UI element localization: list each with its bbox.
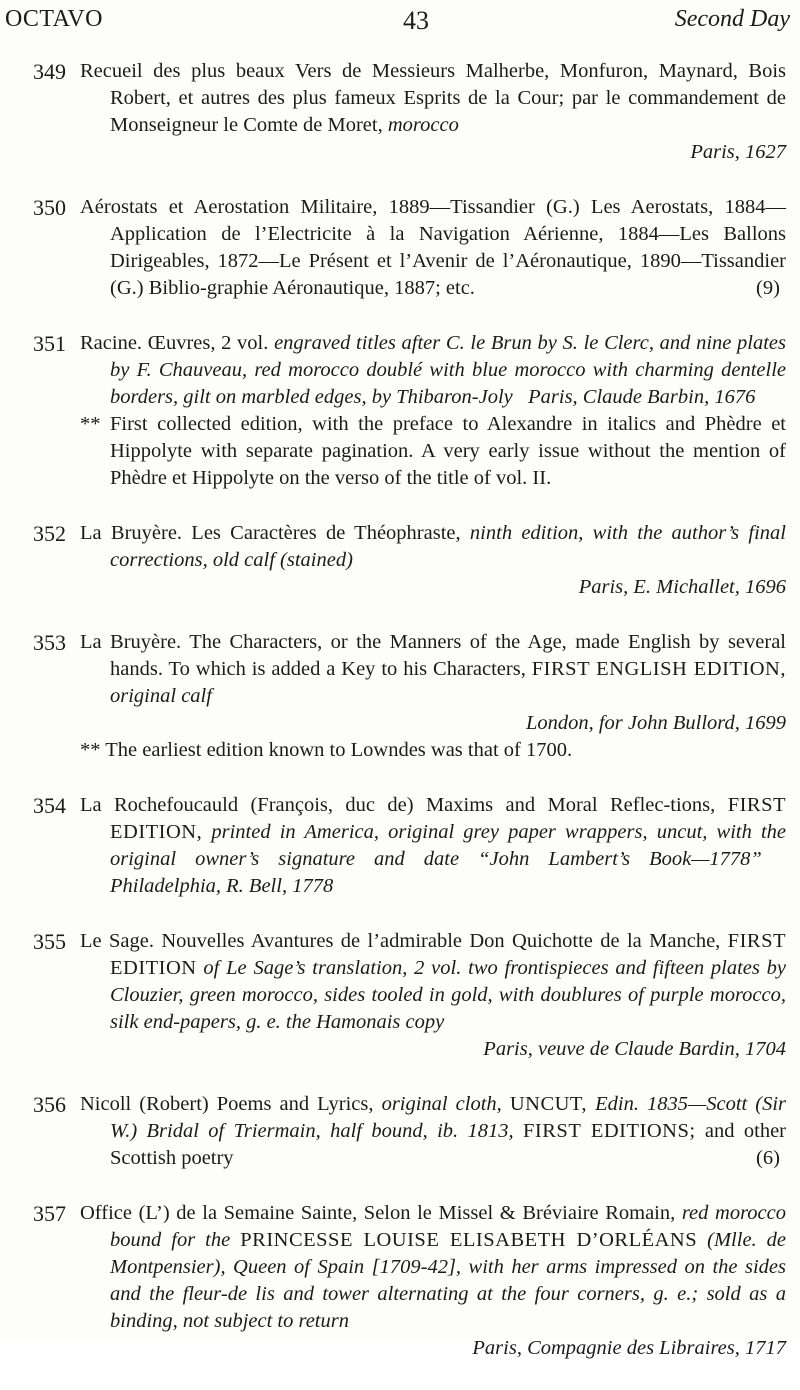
lot-entry — [0, 928, 800, 1063]
lot-description: Aérostats et Aerostation Militaire, 1889—Tissandier (G.) Les Aerostats, 1884—Application de l’Electricite à la Navigation Aérienne, 1884—Les Ballons Dirigeables, 1872—Le Présent et l’Avenir de l’Aéronautique, 1890—Tissandier (G.) Biblio-graphie Aéronautique, 1887; etc. (9) — [80, 196, 786, 299]
sale-day-label: Second Day — [674, 6, 790, 32]
lot-description: Le Sage. Nouvelles Avantures de l’admirable Don Quichotte de la Manche, FIRST EDITION of Le Sage’s translation, 2 vol. two frontispieces and fifteen plates by Clouzier, green morocco, sides tooled in gold, with doublures of purple morocco, silk end-papers, g. e. the Hamonais copy — [80, 930, 787, 1033]
lot-description: La Rochefoucauld (François, duc de) Maxims and Moral Reflec-tions, FIRST EDITION, printed in America, original grey paper wrappers, uncut, with the original owner’s signature and date “John Lambert’s Book—1778” Philadelphia, R. Bell, 1778 — [80, 794, 787, 897]
lot-description: La Bruyère. The Characters, or the Manners of the Age, made English by several hands. To which is added a Key to his Characters, FIRST ENGLISH EDITION, original calf — [80, 631, 786, 707]
imprint: Paris, E. Michallet, 1696 — [578, 576, 786, 598]
lot-number: 351 — [33, 331, 66, 356]
lot-entry — [0, 520, 800, 601]
lot-number: 353 — [33, 630, 66, 655]
lot-note: ** First collected edition, with the preface to Alexandre in italics and Phèdre et Hippolyte with separate pagination. A very early issue without the mention of Phèdre et Hippolyte on the verso of the title of vol. II. — [80, 413, 786, 489]
lot-number: 355 — [33, 929, 66, 954]
lot-number: 349 — [33, 59, 66, 84]
lot-list — [0, 58, 800, 1390]
running-header — [5, 6, 790, 36]
lot-description: Nicoll (Robert) Poems and Lyrics, original cloth, UNCUT, Edin. 1835—Scott (Sir W.) Bridal of Triermain, half bound, ib. 1813, FIRST EDITIONS; and other Scottish poetry (6) — [80, 1093, 787, 1169]
lot-number: 350 — [33, 195, 66, 220]
lot-entry — [0, 194, 800, 302]
imprint: London, for John Bullord, 1699 — [525, 712, 786, 734]
lot-entry — [0, 629, 800, 764]
lot-entry — [0, 792, 800, 900]
imprint: Philadelphia, R. Bell, 1778 — [110, 875, 334, 897]
imprint: Paris, Claude Barbin, 1676 — [528, 386, 756, 408]
lot-description: Recueil des plus beaux Vers de Messieurs Malherbe, Monfuron, Maynard, Bois Robert, et autres des plus fameux Esprits de la Cour; par le commandement de Monseigneur le Comte de Moret, morocco — [80, 60, 786, 136]
lot-description: Racine. Œuvres, 2 vol. engraved titles after C. le Brun by S. le Clerc, and nine plates by F. Chauveau, red morocco doublé with blue morocco with charming dentelle borders, gilt on marbled edges, by Thibaron-Joly Paris, Claude Barbin, 1676 — [80, 332, 786, 408]
lot-entry — [0, 330, 800, 492]
imprint: Paris, 1627 — [690, 141, 786, 163]
lot-entry — [0, 58, 800, 166]
lot-note: ** The earliest edition known to Lowndes was that of 1700. — [80, 739, 573, 761]
lot-number: 356 — [33, 1092, 66, 1117]
lot-number: 354 — [33, 793, 66, 818]
imprint: Paris, veuve de Claude Bardin, 1704 — [483, 1038, 786, 1060]
format-label: OCTAVO — [5, 6, 103, 32]
binding-note: morocco — [387, 114, 459, 136]
lot-number: 352 — [33, 521, 66, 546]
imprint: Paris, Compagnie des Libraires, 1717 — [472, 1337, 786, 1359]
lot-description: La Bruyère. Les Caractères de Théophraste, ninth edition, with the author’s final corrections, old calf (stained) — [80, 522, 787, 571]
page-number: 43 — [403, 6, 429, 35]
lot-entry — [0, 1091, 800, 1172]
lot-description: Office (L’) de la Semaine Sainte, Selon le Missel & Bréviaire Romain, red morocco bound for the PRINCESSE LOUISE ELISABETH D’ORLÉANS (Mlle. de Montpensier), Queen of Spain [1709-42], with her arms impressed on the sides and the fleur-de lis and tower alternating at the four corners, g. e.; sold as a binding, not subject to return — [80, 1202, 787, 1332]
lot-number: 357 — [33, 1201, 66, 1226]
lot-entry — [0, 1200, 800, 1362]
